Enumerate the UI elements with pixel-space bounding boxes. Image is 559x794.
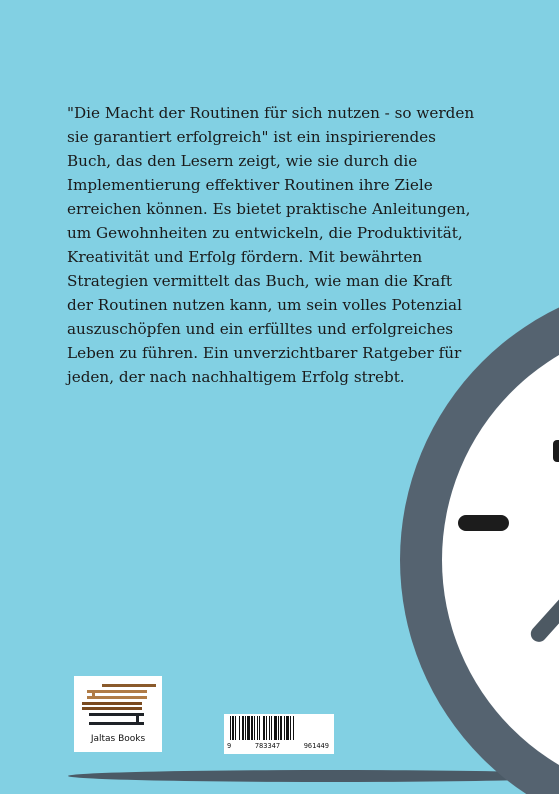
barcode-bar [245, 716, 246, 740]
barcode-bar [247, 716, 250, 740]
barcode-bar [230, 716, 231, 740]
barcode-digit-group-1: 9 [227, 742, 232, 750]
floor-shadow [68, 770, 559, 782]
barcode-bar [242, 716, 244, 740]
barcode-bar [239, 716, 240, 740]
clock-tick [553, 440, 559, 462]
books-stack-icon [74, 676, 162, 734]
barcode-bar [254, 716, 255, 740]
barcode-bar [284, 716, 285, 740]
isbn-barcode [224, 714, 334, 754]
publisher-logo [74, 676, 162, 752]
barcode-digit-group-2: 783347 [254, 742, 281, 750]
barcode-bar [280, 716, 282, 740]
publisher-name: Jaltas Books [90, 734, 146, 744]
barcode-bar [235, 716, 236, 740]
barcode-bar [263, 716, 265, 740]
barcode-digit-group-3: 961449 [303, 742, 329, 750]
clock-hour-marker [458, 515, 509, 531]
barcode-bar [266, 716, 267, 740]
back-cover-blurb: "Die Macht der Routinen für sich nutzen - so werden sie garantiert erfolgreich" ist ein inspirierendes Buch, das den Lesern zeigt, wie sie durch die Implementierung effektiver Routinen ihre Ziele erreichen können. Es bietet praktische Anleitungen, um Gewohnheiten zu entwickeln, die Produktivität, Kreativität und Erfolg fördern. Mit bewährten Strategien vermittelt das Buch, wie man die Kraft der Routinen nutzen kann, um sein volles Potenzial auszuschöpfen und ein erfülltes und erfolgreiches Leben zu führen. Ein unverzichtbarer Ratgeber für jeden, der nach nachhaltigem Erfolg strebt. [67, 104, 475, 386]
barcode-bar [274, 716, 277, 740]
barcode-bar [251, 716, 253, 740]
barcode-bar [257, 716, 258, 740]
barcode-bar [290, 716, 291, 740]
barcode-bar [259, 716, 260, 740]
barcode-bar [286, 716, 289, 740]
barcode-bar [271, 716, 272, 740]
barcode-bar [293, 716, 294, 740]
barcode-bars [224, 714, 334, 742]
barcode-digits [224, 742, 334, 750]
barcode-bar [278, 716, 279, 740]
barcode-bar [269, 716, 270, 740]
barcode-bar [232, 716, 234, 740]
